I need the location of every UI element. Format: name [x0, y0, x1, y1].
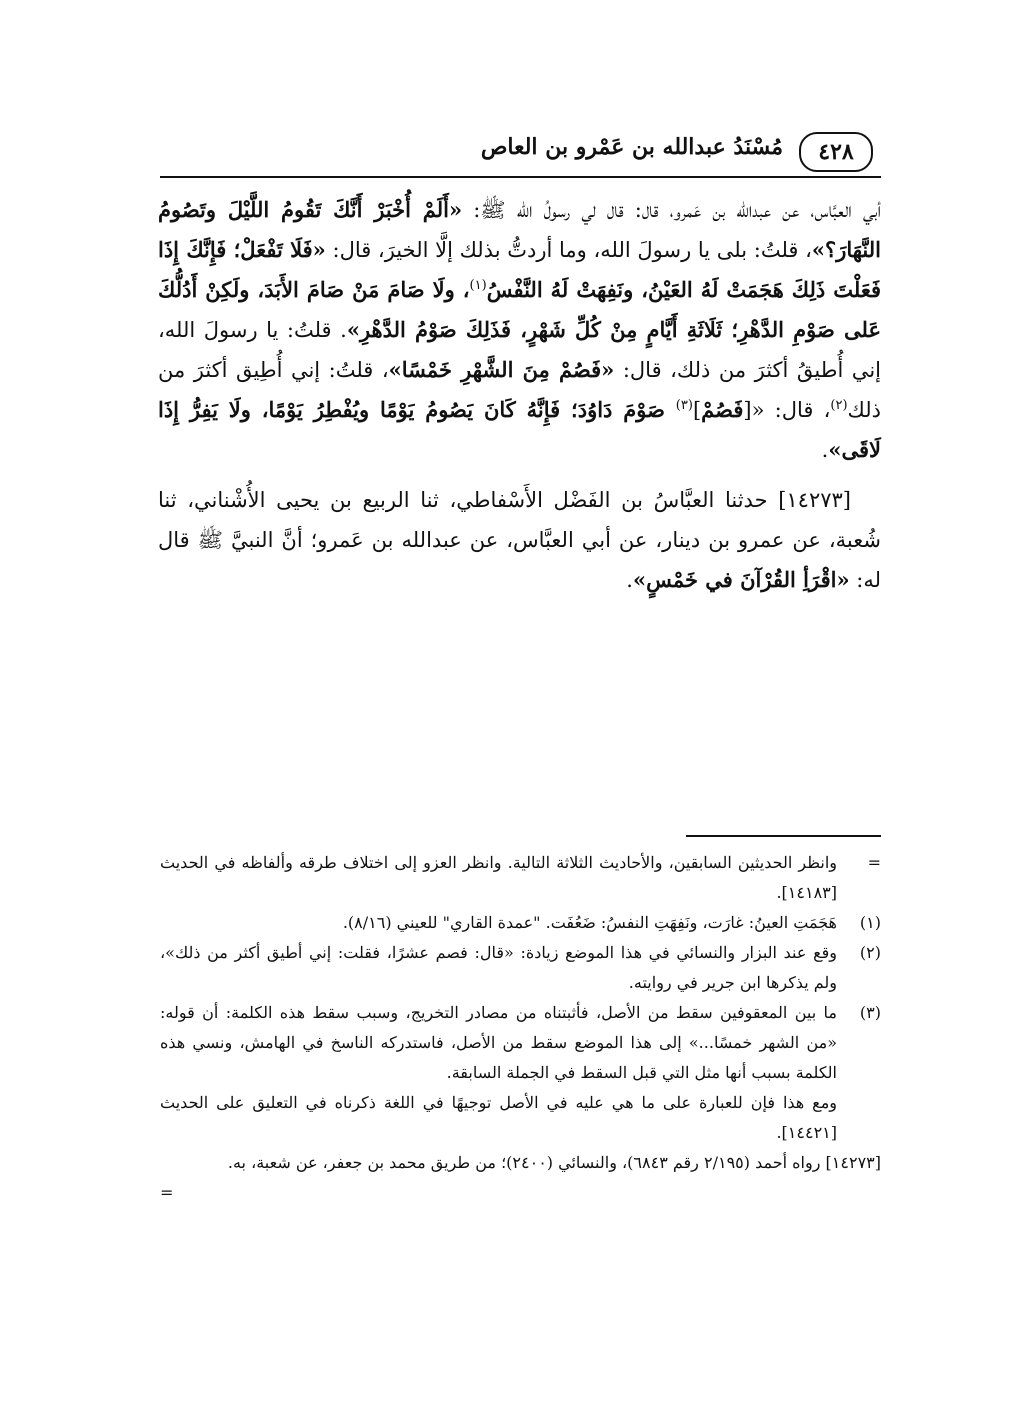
footnote-3-continuation: ومع هذا فإن للعبارة على ما هي عليه في الأصل توجيهًا في اللغة ذكرناه في التعليق على الحديث [١٤٤٢١]. — [160, 1093, 837, 1142]
page-header — [160, 118, 881, 174]
narration-text: . — [626, 568, 633, 592]
footnote-ref[interactable]: (١) — [469, 278, 487, 293]
footnote-marker: = — [867, 853, 881, 872]
header-rule — [160, 176, 881, 178]
footnote-separator — [686, 835, 881, 837]
footnote-text: وانظر الحديثين السابقين، والأحاديث الثلاثة التالية. وانظر العزو إلى اختلاف طرقه وألفاظه في الحديث [١٤١٨٣]. — [160, 853, 838, 902]
takhrij-note: [١٤٢٧٣] رواه أحمد (٢/١٩٥ رقم ٦٨٤٣)، والنسائي (٢٤٠٠)؛ من طريق محمد بن جعفر، عن شعبة، به. — [227, 1153, 881, 1172]
footnote-text: ما بين المعقوفين سقط من الأصل، فأثبتناه من مصادر التخريج، وسبب سقط هذه الكلمة: أن قوله: «من الشهر خمسًا...» إلى هذا الموضع سقط من الأصل، فاستدركه الناسخ في الهامش، ونسي هذه الكلمة بسبب أنها مثل التي قبل السقط في الجملة السابقة. — [160, 1003, 837, 1082]
footnote-3 — [160, 998, 881, 1088]
hadith-paragraph — [158, 190, 881, 470]
footnote-ref[interactable]: (٢) — [830, 398, 848, 413]
footnotes — [160, 848, 881, 1208]
prophetic-words: «فَصُمْ مِنَ الشَّهْرِ خَمْسًا» — [388, 357, 615, 382]
narration-text: . — [821, 438, 829, 462]
footnote-marker: (١) — [859, 913, 881, 932]
footnote-continuation — [160, 848, 881, 908]
footnote-2 — [160, 938, 881, 998]
prophetic-words: صَوْمَ دَاوُدَ؛ فَإِنَّهُ كَانَ يَصُومُ يَوْمًا ويُفْطِرُ يَوْمًا، ولَا يَفِرُّ إِذَا لَاقَى» — [158, 397, 881, 462]
narration-text: . قلتُ: يا رسولَ الله، إني أُطيقُ أكثرَ من ذلك، قال: — [158, 318, 881, 382]
footnote-text: وقع عند البزار والنسائي في هذا الموضع زيادة: «قال: فصم عشرًا، فقلت: إني أطيق أكثر من ذلك»، ولم يذكرها ابن جرير في روايته. — [160, 943, 837, 992]
narration-text: أبي العبَّاس، عن عبدالله بن عَمرو، قال: قال لي رسولُ الله ﷺ: — [462, 198, 881, 222]
footnote-marker: (٣) — [859, 1003, 881, 1022]
page-number: ٤٢٨ — [818, 139, 854, 165]
footnote-1 — [160, 908, 881, 938]
main-text — [158, 190, 881, 600]
footnote-text: هَجَمَتِ العينُ: غارَت، ونَفِهَتِ النفسُ: ضَعُفَت. "عمدة القاري" للعيني (٨/١٦). — [342, 913, 837, 932]
prophetic-words: فَصُمْ — [701, 397, 744, 422]
hadith-paragraph-14273 — [158, 480, 881, 600]
running-title: مُسْنَدُ عبدالله بن عَمْرو بن العاص — [480, 134, 783, 160]
prophetic-words: ، ولَا صَامَ مَنْ صَامَ الأَبَدَ، ولَكِنْ أَدُلُّكَ عَلى صَوْمِ الدَّهْرِ؛ ثَلَاثَةِ أَيَّامٍ مِنْ كُلِّ شَهْرٍ، فَذَلِكَ صَوْمُ الدَّهْرِ» — [158, 277, 881, 342]
prophetic-words: «أَلَمْ أُخْبَرْ أَنَّكَ تَقُومُ اللَّيْلَ وتَصُومُ النَّهَارَ؟» — [158, 197, 881, 262]
footnote-marker: (٢) — [859, 943, 881, 962]
narration-text: [١٤٢٧٣] حدثنا العبَّاسُ بن الفَضْل الأَسْفاطي، ثنا الربيع بن يحيى الأُشْناني، ثنا شُعبة، عن عمرو بن دينار، عن أبي العبَّاس، عن عبدالله بن عَمرو؛ أنَّ النبيَّ ﷺ قال له: — [158, 488, 881, 592]
continuation-marker: = — [160, 1183, 174, 1202]
page-number-badge — [799, 132, 873, 172]
narration-text: ] — [692, 398, 702, 422]
narration-text: ، قلتُ: بلى يا رسولَ الله، وما أردتُّ بذلك إلَّا الخيرَ، قال: — [325, 238, 812, 262]
narration-text: ، قلتُ: إني أُطِيق أكثرَ من ذلك — [158, 358, 881, 422]
prophetic-words: «فَلَا تَفْعَلْ؛ فَإِنَّكَ إِذَا فَعَلْتَ ذَلِكَ هَجَمَتْ لَهُ العَيْنُ، ونَفِهَتْ لَهُ النَّفْسُ — [158, 237, 881, 302]
narration-text: ، قال: «[ — [743, 398, 831, 422]
prophetic-words: «اقْرَأِ القُرْآنَ في خَمْسٍ» — [632, 567, 850, 592]
footnote-ref[interactable]: (٣) — [675, 398, 693, 413]
